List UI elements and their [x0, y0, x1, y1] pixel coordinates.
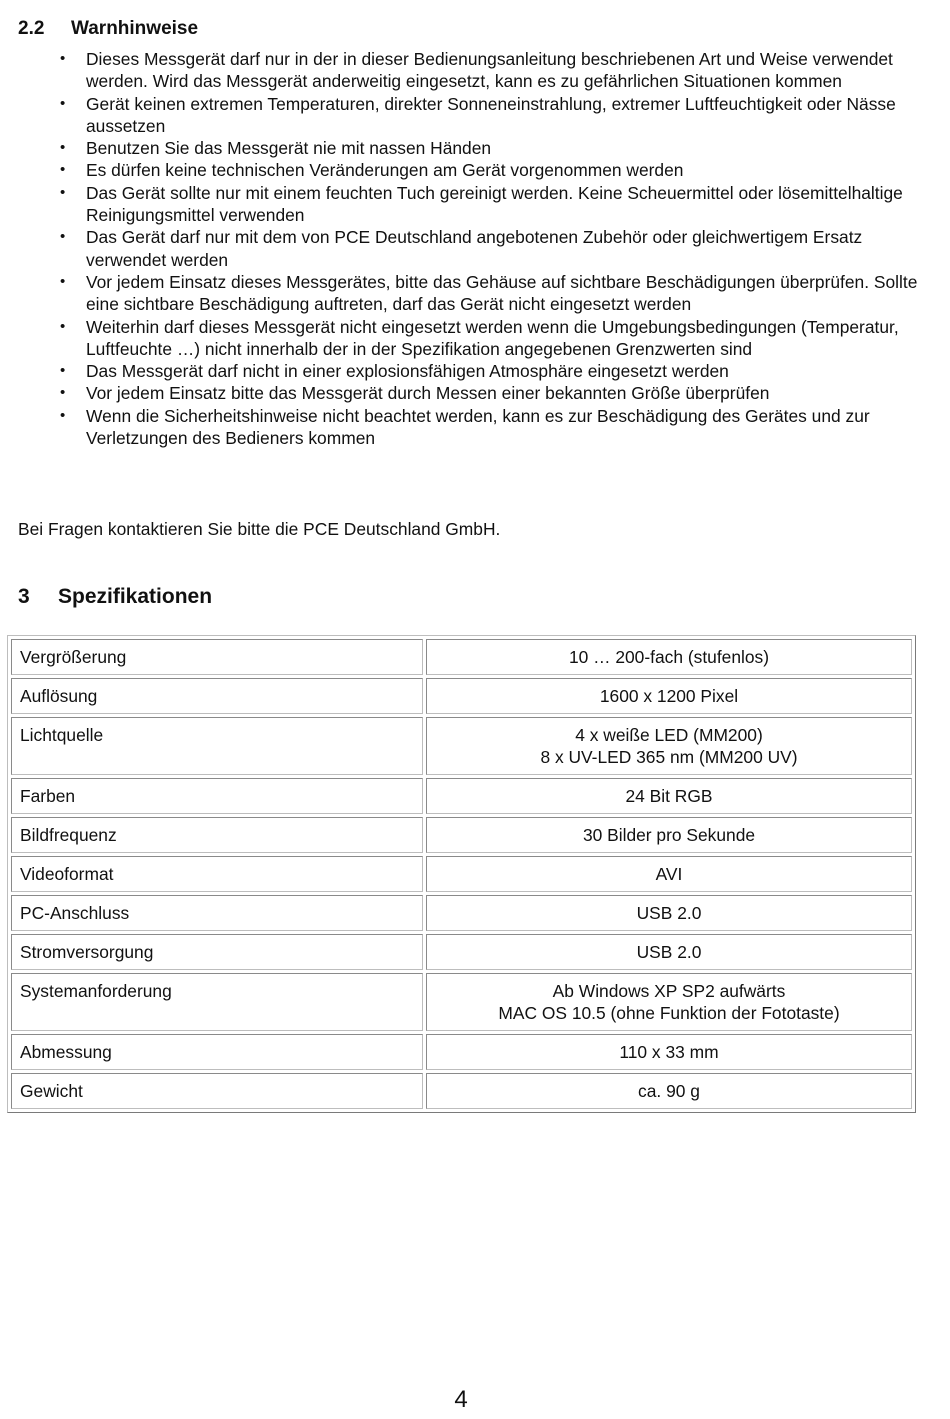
spec-value	[426, 934, 912, 970]
warning-item-text: Weiterhin darf dieses Messgerät nicht eingesetzt werden wenn die Umgebungsbedingungen (Temperatur, Luftfeuchte …) nicht innerhalb der in der Spezifikation angegebenen Grenzwerten sind	[86, 316, 899, 359]
spec-value	[426, 973, 912, 1031]
spec-value-line: 30 Bilder pro Sekunde	[582, 825, 756, 845]
table-row	[11, 934, 912, 970]
spec-value	[426, 678, 912, 714]
warning-list	[0, 48, 920, 449]
specifications-table	[7, 635, 916, 1113]
section-title: Warnhinweise	[71, 18, 199, 39]
warning-item-text: Vor jedem Einsatz dieses Messgerätes, bitte das Gehäuse auf sichtbare Beschädigungen überprüfen. Sollte eine sichtbare Beschädigung auftreten, darf das Gerät nicht eingesetzt werden	[86, 271, 918, 315]
bullet-icon: •	[60, 272, 66, 290]
bullet-icon: •	[60, 139, 66, 157]
spec-value-line: 110 x 33 mm	[619, 1042, 719, 1062]
page-number: 4	[454, 1386, 468, 1413]
spec-value	[426, 817, 912, 853]
table-row	[11, 639, 912, 675]
spec-value-line: USB 2.0	[636, 942, 702, 962]
warning-item-text: Benutzen Sie das Messgerät nie mit nassen Händen	[86, 138, 492, 159]
spec-label: Farben	[11, 778, 423, 814]
spec-value-line: 4 x weiße LED (MM200)	[575, 725, 763, 745]
spec-value	[426, 895, 912, 931]
spec-value	[426, 639, 912, 675]
contact-note: Bei Fragen kontaktieren Sie bitte die PCE Deutschland GmbH.	[18, 519, 501, 539]
table-row	[11, 717, 912, 775]
warning-item	[0, 316, 920, 361]
warning-item	[0, 48, 920, 93]
section-number: 2.2	[18, 18, 45, 39]
spec-value-line: 1600 x 1200 Pixel	[599, 686, 739, 706]
bullet-icon: •	[60, 161, 66, 179]
warning-item	[0, 405, 920, 450]
spec-label: Systemanforderung	[11, 973, 423, 1031]
warning-item	[0, 226, 920, 271]
table-row	[11, 895, 912, 931]
warning-item	[0, 93, 920, 138]
spec-value-line: Ab Windows XP SP2 aufwärts	[552, 981, 786, 1001]
warning-item-text: Das Messgerät darf nicht in einer explosionsfähigen Atmosphäre eingesetzt werden	[86, 361, 729, 382]
spec-value-line: AVI	[655, 864, 683, 884]
spec-label: Vergrößerung	[11, 639, 423, 675]
table-row	[11, 1034, 912, 1070]
spec-label: Gewicht	[11, 1073, 423, 1109]
spec-value	[426, 1073, 912, 1109]
table-row	[11, 856, 912, 892]
spec-label: Bildfrequenz	[11, 817, 423, 853]
table-row	[11, 973, 912, 1031]
table-row	[11, 817, 912, 853]
bullet-icon: •	[60, 94, 66, 112]
spec-value	[426, 1034, 912, 1070]
section-title: Spezifikationen	[58, 585, 213, 608]
table-row	[11, 678, 912, 714]
spec-label: Videoformat	[11, 856, 423, 892]
bullet-icon: •	[60, 406, 66, 424]
spec-value-line: ca. 90 g	[638, 1081, 700, 1101]
bullet-icon: •	[60, 183, 66, 201]
spec-value	[426, 717, 912, 775]
spec-label: Stromversorgung	[11, 934, 423, 970]
bullet-icon: •	[60, 50, 66, 67]
bullet-icon: •	[60, 384, 66, 402]
spec-value	[426, 856, 912, 892]
spec-value	[426, 778, 912, 814]
warning-item	[0, 182, 920, 227]
bullet-icon: •	[60, 362, 66, 380]
warning-item-text: Wenn die Sicherheitshinweise nicht beachtet werden, kann es zur Beschädigung des Gerätes und zur Verletzungen des Bedieners kommen	[86, 405, 870, 449]
spec-value-line: 10 … 200-fach (stufenlos)	[568, 647, 770, 667]
warning-item-text: Das Gerät sollte nur mit einem feuchten Tuch gereinigt werden. Keine Scheuermittel oder lösemittelhaltige Reinigungsmittel verwenden	[86, 182, 903, 226]
spec-value-line: MAC OS 10.5 (ohne Funktion der Fototaste)	[498, 1003, 840, 1023]
bullet-icon: •	[60, 228, 66, 246]
bullet-icon: •	[60, 317, 66, 335]
warning-item	[0, 137, 920, 159]
spec-value-line: 24 Bit RGB	[625, 786, 713, 806]
warning-item	[0, 382, 920, 404]
warning-item	[0, 360, 920, 382]
warning-item-text: Es dürfen keine technischen Veränderungen am Gerät vorgenommen werden	[86, 160, 684, 181]
spec-value-line: USB 2.0	[636, 903, 702, 923]
section-heading-specifications	[18, 585, 212, 609]
warning-item	[0, 271, 920, 316]
spec-label: Auflösung	[11, 678, 423, 714]
section-heading-warnings	[18, 18, 198, 40]
warning-item-text: Das Gerät darf nur mit dem von PCE Deutschland angebotenen Zubehör oder gleichwertigem Ersatz verwendet werden	[86, 227, 863, 270]
spec-label: PC-Anschluss	[11, 895, 423, 931]
section-number: 3	[18, 585, 30, 608]
table-row	[11, 1073, 912, 1109]
table-row	[11, 778, 912, 814]
warning-item-text: Gerät keinen extremen Temperaturen, direkter Sonneneinstrahlung, extremer Luftfeuchtigkeit oder Nässe aussetzen	[86, 93, 896, 136]
warning-item-text: Vor jedem Einsatz bitte das Messgerät durch Messen einer bekannten Größe überprüfen	[86, 383, 770, 404]
spec-label: Lichtquelle	[11, 717, 423, 775]
warning-item	[0, 159, 920, 181]
spec-label: Abmessung	[11, 1034, 423, 1070]
warning-item-text: Dieses Messgerät darf nur in der in dieser Bedienungsanleitung beschriebenen Art und Weise verwendet werden. Wird das Messgerät anderweitig eingesetzt, kann es zu gefährlichen Situationen kommen	[86, 49, 893, 92]
spec-value-line: 8 x UV-LED 365 nm (MM200 UV)	[540, 747, 798, 767]
